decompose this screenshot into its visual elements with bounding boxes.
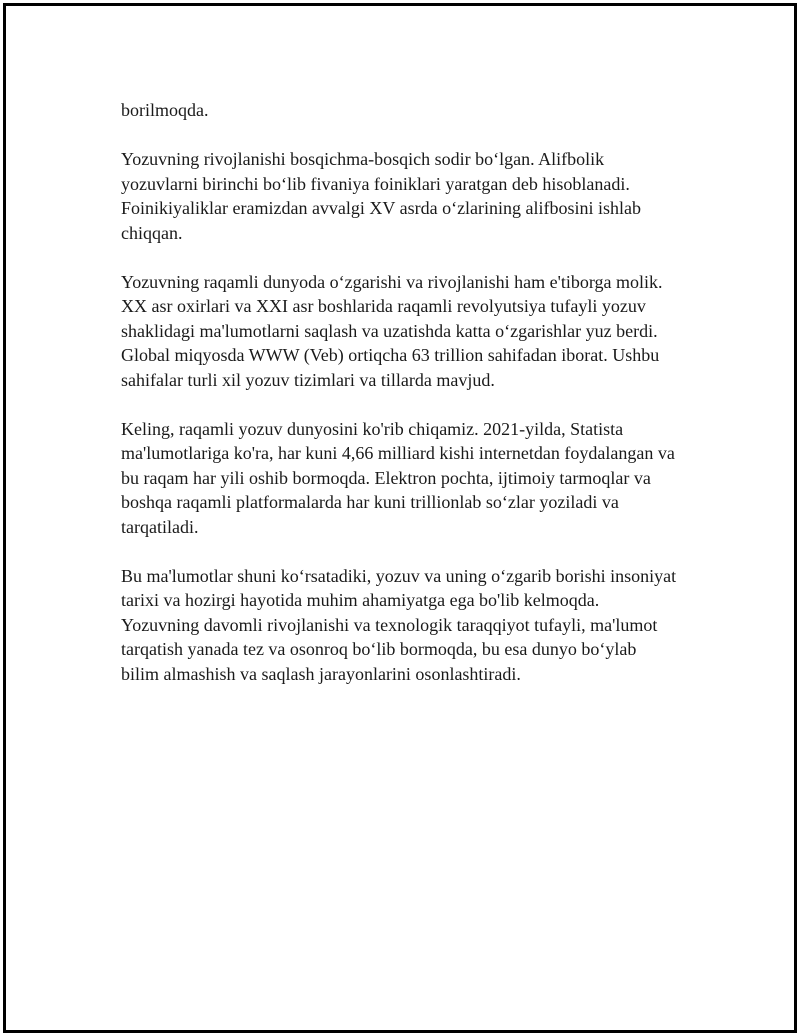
paragraph-conclusion: [121, 564, 701, 687]
text-line: Yozuvning davomli rivojlanishi va texnologik taraqqiyot tufayli, ma'lumot: [121, 614, 658, 635]
text-line: tarixi va hozirgi hayotida muhim ahamiyatga ega bo'lib kelmoqda.: [121, 590, 600, 610]
text-line: yozuvlarni birinchi boʻlib fivaniya foiniklari yaratgan deb hisoblanadi.: [121, 173, 630, 194]
text-line: Keling, raqamli yozuv dunyosini ko'rib chiqamiz. 2021-yilda, Statista: [121, 418, 624, 439]
text-line: tarqatiladi.: [121, 516, 199, 537]
text-line: ma'lumotlariga ko'ra, har kuni 4,66 milliard kishi internetdan foydalangan va: [121, 443, 675, 463]
text-line: Foinikiyaliklar eramizdan avvalgi XV asrda oʻzlarining alifbosini ishlab: [121, 198, 642, 218]
document-body: [121, 98, 701, 711]
text-line: bilim almashish va saqlash jarayonlarini osonlashtiradi.: [121, 663, 521, 684]
text-line: XX asr oxirlari va XXI asr boshlarida raqamli revolyutsiya tufayli yozuv: [121, 296, 646, 316]
paragraph-writing-history: [121, 147, 701, 245]
text-line: Bu ma'lumotlar shuni koʻrsatadiki, yozuv va uning oʻzgarib borishi insoniyat: [121, 565, 677, 586]
text-line: Global miqyosda WWW (Veb) ortiqcha 63 trillion sahifadan iborat. Ushbu: [121, 345, 660, 365]
text-line: boshqa raqamli platformalarda har kuni trillionlab soʻzlar yoziladi va: [121, 492, 619, 512]
document-page: [3, 3, 797, 1033]
text-line: borilmoqda.: [121, 100, 209, 120]
text-line: Yozuvning rivojlanishi bosqichma-bosqich sodir boʻlgan. Alifbolik: [121, 149, 605, 169]
paragraph-continuation: [121, 98, 701, 123]
text-line: sahifalar turli xil yozuv tizimlari va tillarda mavjud.: [121, 369, 495, 390]
paragraph-digital-world: [121, 417, 701, 540]
text-line: bu raqam har yili oshib bormoqda. Elektron pochta, ijtimoiy tarmoqlar va: [121, 467, 651, 488]
text-line: tarqatish yanada tez va osonroq boʻlib bormoqda, bu esa dunyo boʻylab: [121, 639, 637, 659]
text-line: shaklidagi ma'lumotlarni saqlash va uzatishda katta oʻzgarishlar yuz berdi.: [121, 320, 658, 341]
text-line: chiqqan.: [121, 222, 183, 243]
paragraph-digital-change: [121, 270, 701, 393]
text-line: Yozuvning raqamli dunyoda oʻzgarishi va rivojlanishi ham e'tiborga molik.: [121, 271, 663, 292]
